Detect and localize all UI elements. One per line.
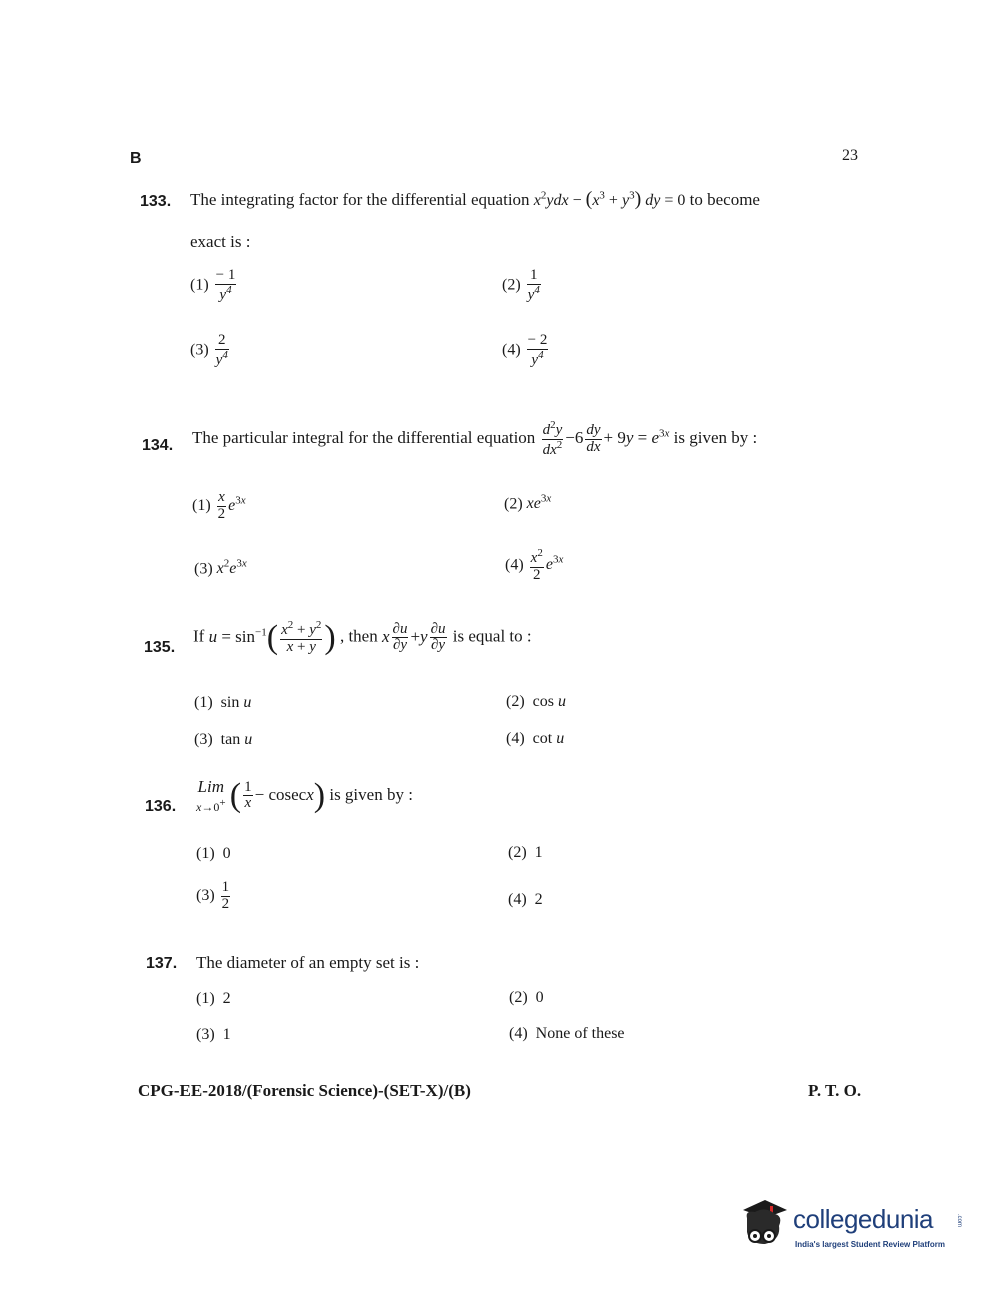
q133-option-4[interactable]: (4) $\frac{- 2}{y^4}$ bbox=[502, 332, 548, 368]
option-numerator: − 1 bbox=[215, 267, 236, 283]
question-number-135: 135. bbox=[144, 639, 176, 656]
option-value: $\frac{x}{2}$ $e^{3x}$ bbox=[217, 489, 246, 522]
option-numerator: 1 bbox=[527, 268, 541, 285]
option-label: (2) bbox=[508, 844, 527, 861]
option-value: $\frac{x^2}{2}$ $e^{3x}$ bbox=[530, 547, 564, 583]
option-numerator: 1 bbox=[221, 879, 230, 895]
option-value: 0 bbox=[222, 845, 231, 862]
option-value: tan bbox=[220, 731, 241, 748]
option-numerator: − 2 bbox=[527, 332, 548, 348]
option-label: (4) bbox=[505, 556, 524, 574]
q136-option-3[interactable] bbox=[196, 880, 232, 913]
q133-text-start: The integrating factor for the differential equation bbox=[190, 190, 530, 209]
option-denominator: y bbox=[531, 351, 539, 368]
option-label: (1) bbox=[196, 990, 215, 1007]
q135-option-2[interactable] bbox=[506, 693, 566, 711]
option-label: (1) bbox=[190, 276, 209, 294]
q137-option-4[interactable] bbox=[509, 1025, 625, 1043]
option-value: 2 bbox=[534, 891, 543, 908]
option-variable: u bbox=[556, 730, 565, 747]
option-variable: u bbox=[244, 731, 253, 748]
q134-option-1[interactable] bbox=[192, 490, 246, 523]
option-label: (3) bbox=[190, 341, 209, 359]
q133-option-2[interactable]: (2) $\frac{1}{y^4}$ bbox=[502, 267, 540, 303]
q136-option-1[interactable] bbox=[196, 845, 231, 863]
option-label: (1) bbox=[194, 694, 213, 711]
q134-text-end: is given by : bbox=[673, 428, 758, 448]
q136-limit: Lim x→0+ bbox=[196, 777, 226, 814]
q135-text-if: If bbox=[193, 626, 205, 646]
option-label: (3) bbox=[194, 560, 213, 578]
option-label: (2) bbox=[504, 495, 523, 513]
q135-text-end: is equal to : bbox=[452, 626, 532, 646]
question-135-text bbox=[193, 620, 532, 656]
question-134-text bbox=[192, 420, 757, 459]
option-value: cos bbox=[532, 693, 554, 710]
option-label: (3) bbox=[196, 1026, 215, 1043]
q135-derivative: x $\frac{\partial u}{\partial y}$ +y $\frac{\partial u}{\partial y}$ bbox=[381, 620, 446, 654]
option-label: (1) bbox=[196, 845, 215, 862]
q133-option-3[interactable]: (3) $\frac{2}{y^4}$ bbox=[190, 332, 228, 368]
question-number-137: 137. bbox=[146, 955, 178, 972]
question-number-136: 136. bbox=[145, 798, 177, 815]
option-value: $x^2e^{3x}$ bbox=[216, 558, 247, 578]
student-mascot-icon bbox=[735, 1196, 793, 1254]
question-number-133: 133. bbox=[140, 193, 172, 210]
option-label: (4) bbox=[502, 341, 521, 359]
q136-expression: ( $\frac{1}{x}$ − cosecx) bbox=[229, 776, 326, 814]
q133-option-1[interactable]: (1) $\frac{- 1}{y^4}$ bbox=[190, 267, 236, 303]
q137-option-1[interactable] bbox=[196, 990, 231, 1008]
brand-com: .com bbox=[956, 1214, 962, 1228]
set-letter: B bbox=[130, 150, 142, 167]
pto-label: P. T. O. bbox=[808, 1081, 862, 1100]
q134-equation: $\frac{d^2y}{dx^2}$ −6 $\frac{dy}{dx}$ + $9y = e^{3x}$ bbox=[542, 419, 670, 458]
question-133-text-line2: exact is : bbox=[190, 232, 251, 251]
option-value: 1 bbox=[534, 844, 543, 861]
option-value: 2 bbox=[222, 990, 231, 1007]
option-value: 0 bbox=[535, 989, 544, 1006]
q134-text-start: The particular integral for the differential equation bbox=[192, 428, 536, 448]
option-label: (2) bbox=[506, 693, 525, 710]
option-label: (3) bbox=[194, 731, 213, 748]
option-label: (4) bbox=[509, 1025, 528, 1042]
q137-option-3[interactable] bbox=[196, 1026, 231, 1044]
option-variable: u bbox=[243, 694, 252, 711]
q134-option-3[interactable] bbox=[194, 558, 247, 578]
exam-code-footer: CPG-EE-2018/(Forensic Science)-(SET-X)/(B) bbox=[138, 1081, 471, 1100]
option-label: (2) bbox=[509, 989, 528, 1006]
collegedunia-watermark bbox=[735, 1196, 965, 1256]
option-denominator: y bbox=[527, 286, 535, 303]
option-denominator: y bbox=[219, 286, 227, 303]
q135-option-3[interactable] bbox=[194, 731, 252, 749]
option-denominator: y bbox=[215, 351, 223, 368]
q134-option-2[interactable] bbox=[504, 493, 551, 513]
option-label: (4) bbox=[508, 891, 527, 908]
q137-option-2[interactable] bbox=[509, 989, 544, 1007]
option-value: cot bbox=[532, 730, 553, 747]
q135-option-1[interactable] bbox=[194, 694, 251, 712]
option-label: (2) bbox=[502, 276, 521, 294]
q136-option-4[interactable] bbox=[508, 891, 543, 909]
option-label: (3) bbox=[196, 886, 215, 904]
q133-text-end: to become bbox=[689, 190, 760, 209]
q135-text-then: , then bbox=[339, 626, 378, 646]
question-136-text bbox=[196, 778, 413, 814]
question-137-text: The diameter of an empty set is : bbox=[196, 953, 420, 972]
q135-equation: $u = \sin^{-1}$( $\frac{x^2 + y^2}{x + y}$ ) bbox=[208, 618, 336, 656]
option-value: $xe^{3x}$ bbox=[526, 493, 552, 513]
option-denominator: 2 bbox=[221, 895, 230, 912]
q133-equation: $x^2ydx - (x^3 + y^3)$ dy = 0 bbox=[533, 188, 686, 210]
q136-option-2[interactable] bbox=[508, 844, 543, 862]
option-value: 1 bbox=[222, 1026, 231, 1043]
question-number-134: 134. bbox=[142, 437, 174, 454]
option-label: (1) bbox=[192, 496, 211, 514]
brand-tagline: India's largest Student Review Platform bbox=[795, 1240, 945, 1249]
brand-name: collegedunia bbox=[793, 1204, 934, 1234]
option-label: (4) bbox=[506, 730, 525, 747]
option-variable: u bbox=[557, 693, 566, 710]
question-133-text bbox=[190, 188, 760, 211]
option-value: sin bbox=[220, 694, 240, 711]
page-number: 23 bbox=[842, 147, 858, 164]
option-numerator: 2 bbox=[215, 333, 229, 350]
option-value: None of these bbox=[535, 1025, 625, 1042]
q135-option-4[interactable] bbox=[506, 730, 564, 748]
q136-text-end: is given by : bbox=[329, 784, 413, 804]
q134-option-4[interactable] bbox=[505, 548, 563, 584]
